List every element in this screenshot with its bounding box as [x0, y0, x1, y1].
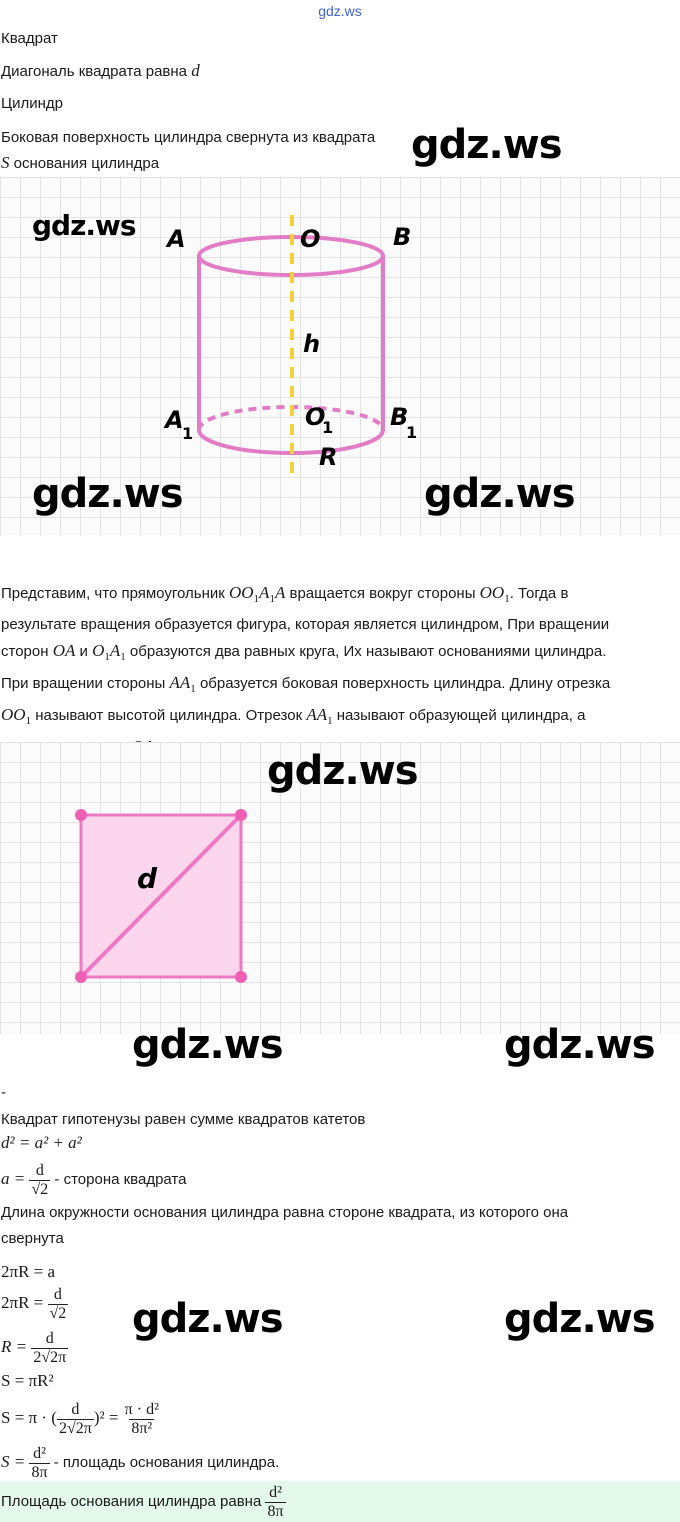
text: вращается вокруг стороны [285, 585, 480, 602]
label-a: A [167, 225, 186, 253]
eq-circ: 2πR = a [1, 1262, 56, 1281]
given-figure-square: Квадрат [1, 30, 58, 47]
text: - сторона квадрата [50, 1171, 187, 1188]
fraction [31, 1330, 68, 1367]
fraction [29, 1162, 50, 1199]
watermark: gdz.ws [504, 1296, 655, 1342]
text: При вращении стороны [1, 675, 170, 692]
watermark: gdz.ws [32, 209, 136, 242]
cylinder-figure [0, 177, 680, 535]
eq-side [1, 1157, 186, 1202]
watermark: gdz.ws [132, 1022, 283, 1068]
math-sub: 1 [104, 651, 110, 663]
label-r: R [319, 443, 338, 471]
math: OO [479, 583, 505, 602]
label-o1: O [305, 403, 326, 431]
explanation-line-4 [1, 670, 676, 702]
math-sub: 1 [120, 651, 126, 663]
pythagoras-text: Квадрат гипотенузы равен сумме квадратов катетов [1, 1111, 366, 1128]
given-diagonal-text: Диагональ квадрата равна [1, 63, 188, 80]
math-sub: 1 [269, 593, 275, 605]
math: S = [1, 1452, 30, 1471]
given-diagonal-var: d [191, 61, 200, 80]
vertex [235, 971, 247, 983]
label-b1-sub: 1 [406, 423, 418, 442]
site-link[interactable]: gdz.ws [318, 3, 362, 19]
eq-radius [1, 1325, 68, 1370]
circumference-text-1: Длина окружности основания цилиндра равна стороне квадрата, из которого она [1, 1204, 569, 1221]
math: a = [1, 1169, 30, 1188]
explanation-line-1 [1, 580, 676, 612]
text: и [75, 643, 93, 660]
square-figure [0, 742, 680, 1068]
text: . Тогда в [509, 585, 569, 602]
label-b1: B [390, 403, 409, 431]
fraction [265, 1484, 285, 1521]
text: образуются два равных круга, Их называют основаниями цилиндра. [125, 643, 607, 660]
text: называют образующей цилиндра, а [332, 707, 586, 724]
text: сторон [1, 643, 53, 660]
explanation-line-3 [1, 638, 676, 670]
denominator: √2 [31, 1180, 49, 1198]
math: S = π · ( [1, 1408, 57, 1427]
find-area-var: S [1, 153, 10, 172]
watermark: gdz.ws [411, 122, 562, 168]
explanation-paragraph [1, 580, 676, 761]
label-h: h [303, 330, 321, 358]
watermark: gdz.ws [32, 471, 183, 517]
math: OA [52, 641, 76, 660]
label-o1-sub: 1 [322, 418, 334, 437]
numerator: d [35, 1161, 44, 1179]
denominator: 2√2π [33, 1348, 67, 1366]
math: 2πR = [1, 1293, 48, 1312]
text: - площадь основания цилиндра. [49, 1454, 280, 1471]
eq-area-formula: S = πR² [1, 1371, 54, 1390]
watermark: gdz.ws [504, 1022, 655, 1068]
vertex [235, 809, 247, 821]
separator-dash: - [1, 1084, 6, 1101]
watermark: gdz.ws [424, 471, 575, 517]
eq-area-result [1, 1440, 279, 1485]
explanation-line-5 [1, 702, 676, 734]
math-sub: 1 [327, 715, 333, 727]
denominator: 8π [267, 1502, 284, 1520]
math-sub: 1 [190, 683, 196, 695]
label-a1-sub: 1 [182, 424, 194, 443]
answer [1, 1481, 286, 1522]
numerator: d² [269, 1483, 282, 1501]
math: A [109, 641, 121, 660]
vertex [75, 971, 87, 983]
watermark: gdz.ws [267, 748, 418, 794]
text: Представим, что прямоугольник [1, 585, 229, 602]
given-diagonal [1, 61, 200, 82]
vertex [75, 809, 87, 821]
fraction [123, 1401, 161, 1438]
math: AA [169, 673, 191, 692]
circumference-text-2: свернута [1, 1230, 64, 1247]
text: называют высотой цилиндра. Отрезок [31, 707, 307, 724]
math: OO [1, 705, 26, 724]
math-sub: 1 [25, 715, 32, 727]
math: A [259, 583, 270, 602]
denominator: 2√2π [58, 1419, 92, 1437]
denominator: 8π [31, 1463, 48, 1481]
explanation-line-2: результате вращения образуется фигура, которая является цилиндром, При вращении [1, 616, 610, 633]
fraction [29, 1445, 49, 1482]
numerator: d² [33, 1444, 46, 1462]
label-a1: A [165, 406, 184, 434]
eq-pythagoras: d² = a² + a² [1, 1133, 82, 1152]
label-o: O [300, 225, 321, 253]
math-sub: 1 [253, 593, 260, 605]
math: R = [1, 1337, 32, 1356]
watermark: gdz.ws [132, 1296, 283, 1342]
math: OO [228, 583, 254, 602]
given-lateral-surface: Боковая поверхность цилиндра свернута из квадрата [1, 129, 376, 146]
math: A [274, 583, 286, 602]
math-sub: 1 [504, 593, 510, 605]
numerator: d [45, 1329, 54, 1347]
math: AA [306, 705, 328, 724]
text: образуется боковая поверхность цилиндра. Длину отрезка [195, 675, 611, 692]
numerator: π · d² [124, 1400, 159, 1418]
answer-text: Площадь основания цилиндра равна [1, 1493, 266, 1510]
find-area [1, 153, 159, 174]
find-area-text: основания цилиндра [9, 155, 160, 172]
eq-area-subst [1, 1396, 161, 1441]
denominator: √2 [49, 1304, 67, 1322]
numerator: d [71, 1400, 80, 1418]
given-figure-cylinder: Цилиндр [1, 95, 63, 112]
math: )² = [93, 1408, 123, 1427]
eq-circ-frac [1, 1281, 68, 1326]
label-b: B [393, 223, 412, 251]
answer-box [0, 1481, 680, 1522]
numerator: d [53, 1285, 62, 1303]
denominator: 8π² [131, 1419, 153, 1437]
fraction [48, 1286, 69, 1323]
label-d: d [137, 862, 158, 895]
fraction [57, 1401, 94, 1438]
math: O [92, 641, 105, 660]
